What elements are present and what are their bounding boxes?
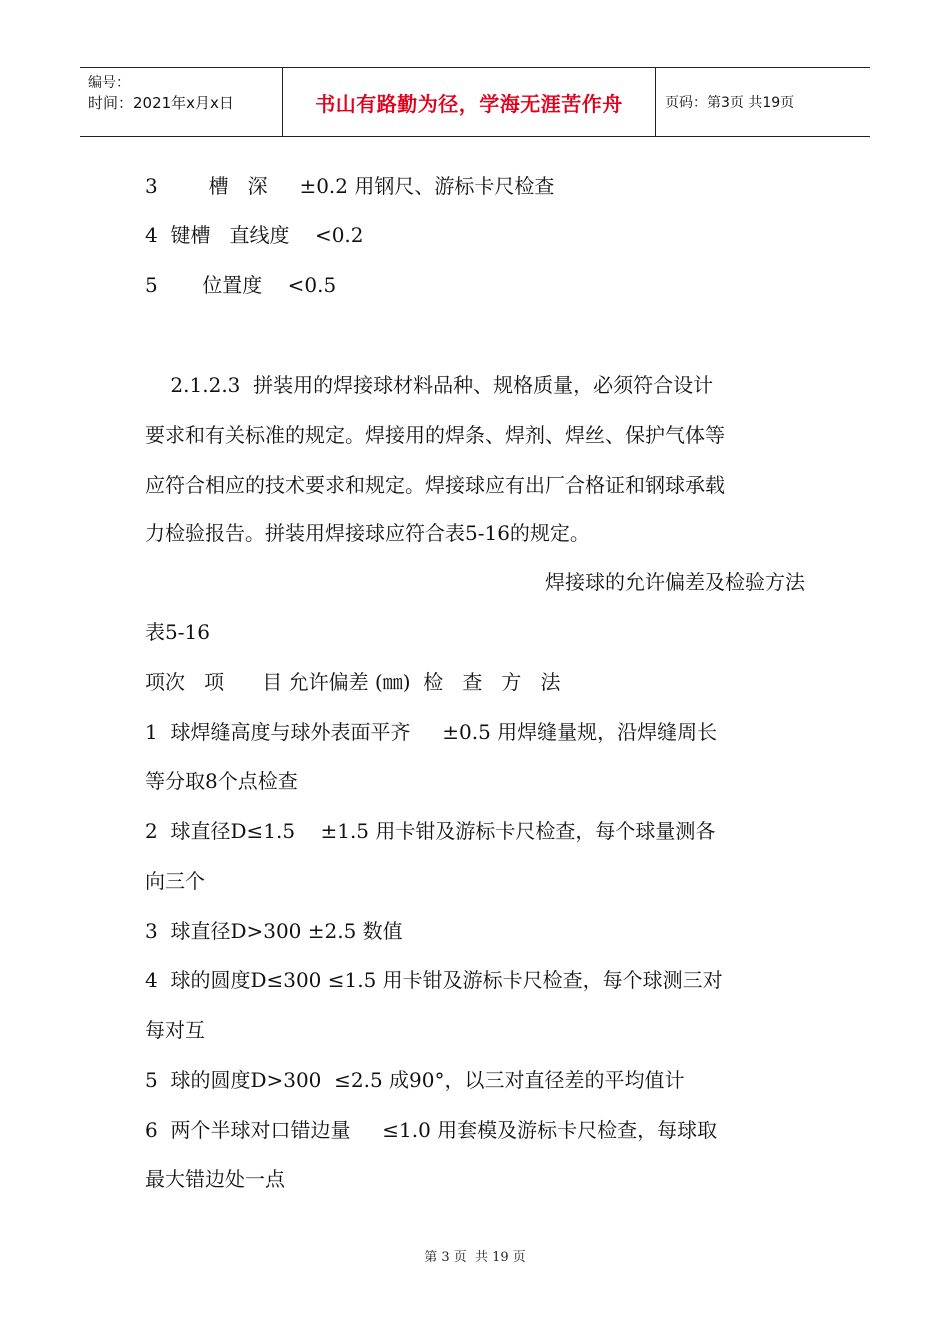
document-date: 时间：2021年x月x日 xyxy=(88,94,234,112)
header-motto: 书山有路勤为径，学海无涯苦作舟 xyxy=(315,91,623,116)
table-row: 1 球焊缝高度与球外表面平齐 ±0.5 用焊缝量规，沿焊缝周长 xyxy=(145,720,718,744)
table-row: 5 球的圆度D>300 ≤2.5 成90°，以三对直径差的平均值计 xyxy=(145,1068,685,1092)
table-row: 6 两个半球对口错边量 ≤1.0 用套模及游标卡尺检查，每球取 xyxy=(145,1118,718,1142)
table-row: 3 球直径D>300 ±2.5 数值 xyxy=(145,919,403,943)
table-row-keyway-straightness: 4 键槽 直线度 <0.2 xyxy=(145,223,364,247)
table-number: 表5-16 xyxy=(145,620,210,644)
document-number-label: 编号： xyxy=(88,75,130,91)
page-header xyxy=(80,67,870,137)
table-row-continued: 每对互 xyxy=(145,1018,205,1042)
header-left-cell xyxy=(80,68,282,136)
table-row: 4 球的圆度D≤300 ≤1.5 用卡钳及游标卡尺检查，每个球测三对 xyxy=(145,968,723,992)
header-page-info: 页码：第3页 共19页 xyxy=(665,95,795,111)
table-row-continued: 最大错边处一点 xyxy=(145,1167,285,1191)
paragraph-line: 应符合相应的技术要求和规定。焊接球应有出厂合格证和钢球承载 xyxy=(145,473,725,497)
table-row-continued: 向三个 xyxy=(145,869,205,893)
page-footer: 第 3 页 共 19 页 xyxy=(424,1250,526,1265)
table-row-continued: 等分取8个点检查 xyxy=(145,769,298,793)
table-header-row: 项次 项 目 允许偏差 (㎜) 检 查 方 法 xyxy=(145,670,561,694)
table-row-position: 5 位置度 <0.5 xyxy=(145,273,337,297)
table-row: 2 球直径D≤1.5 ±1.5 用卡钳及游标卡尺检查，每个球量测各 xyxy=(145,819,716,843)
paragraph-line: 要求和有关标准的规定。焊接用的焊条、焊剂、焊丝、保护气体等 xyxy=(145,423,725,447)
table-row-groove-depth: 3 槽 深 ±0.2 用钢尺、游标卡尺检查 xyxy=(145,174,555,198)
table-caption: 焊接球的允许偏差及检验方法 xyxy=(545,570,805,594)
header-page-cell xyxy=(655,68,870,136)
header-motto-cell xyxy=(282,68,656,136)
paragraph-line: 2.1.2.3 拼装用的焊接球材料品种、规格质量，必须符合设计 xyxy=(145,373,714,397)
paragraph-line: 力检验报告。拼装用焊接球应符合表5-16的规定。 xyxy=(145,521,590,545)
